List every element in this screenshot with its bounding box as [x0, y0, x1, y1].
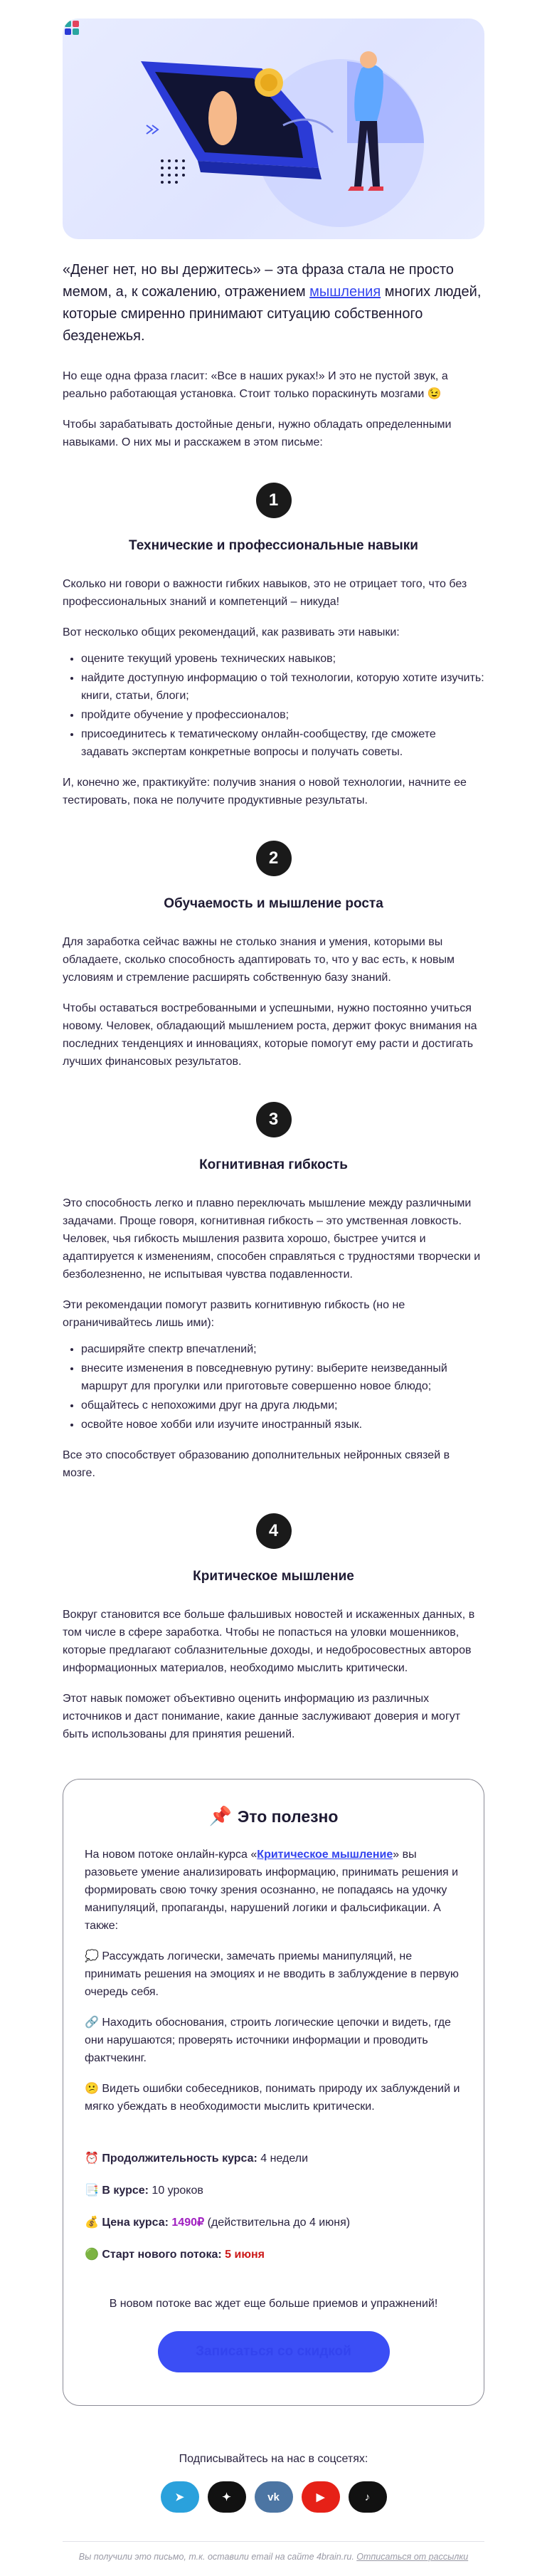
list-item: • найдите доступную информацию о той технологии, которую хотите изучить: книги, статьи, блоги; — [81, 669, 484, 705]
section-paragraph: Вокруг становится все больше фальшивых новостей и искаженных данных, в том числе в сфере заработка. Чтобы не попасться на уловки мошенников, которые предлагают соблазнительные доходы, и недобросовестных авторов информационных материалов, необходимо мыслить критически. — [63, 1609, 475, 1674]
lead-text-end: многих людей, которые смиренно принимают ситуацию собственного безденежья. — [63, 284, 482, 344]
pushpin-icon: 📌 — [208, 1805, 232, 1826]
price-value: 1490₽ — [171, 2217, 205, 2229]
zen-icon[interactable]: ✦ — [208, 2481, 246, 2513]
tips-list — [63, 1340, 484, 1434]
section-4 — [63, 1513, 484, 1743]
alarm-clock-icon: ⏰ — [85, 2152, 99, 2165]
card-intro-text-end: » вы разовьете умение анализировать информацию, принимать решения и формировать свою точку зрения осознанно, не попадаясь на удочку манипуляций, пропаганды, нарушений логики и фальсификации. А также: — [85, 1849, 459, 1932]
lessons-row — [85, 2182, 462, 2199]
section-title: Обучаемость и мышление роста — [164, 896, 383, 911]
bookmark-tabs-icon: 📑 — [85, 2185, 99, 2197]
section-number: 1 — [256, 483, 292, 518]
section-paragraph: Сколько ни говори о важности гибких навыков, это не отрицает того, что без профессиональных знаний и компетенций – никуда! — [63, 578, 467, 608]
list-item: • присоединитесь к тематическому онлайн-сообществу, где сможете задавать экспертам конкретные вопросы и получать советы. — [81, 725, 484, 761]
card-note: В новом потоке вас ждет еще больше приемов и упражнений! — [109, 2298, 438, 2310]
course-link[interactable]: Критическое мышление — [257, 1849, 393, 1861]
card-point: 😕 Видеть ошибки собеседников, понимать природу их заблуждений и мягко убеждать в необходимости мыслить критически. — [85, 2083, 460, 2113]
brand-logo-icon — [63, 19, 81, 37]
thinking-link[interactable]: мышления — [309, 284, 381, 300]
email-body — [0, 19, 547, 2562]
signup-discount-button[interactable]: Записаться со скидкой — [158, 2331, 390, 2372]
section-2 — [63, 841, 484, 1071]
card-title — [85, 1805, 462, 1827]
hero-art — [63, 19, 484, 239]
section-paragraph: Все это способствует образованию дополнительных нейронных связей в мозге. — [63, 1449, 450, 1479]
tips-list — [63, 650, 484, 761]
card-title-text: Это полезно — [237, 1807, 339, 1826]
list-item: • освойте новое хобби или изучите иностранный язык. — [81, 1416, 484, 1434]
start-label: Старт нового потока: — [102, 2249, 222, 2261]
price-label: Цена курса: — [102, 2217, 169, 2229]
youtube-icon[interactable]: ▶ — [302, 2481, 340, 2513]
price-note: (действительна до 4 июня) — [204, 2217, 351, 2229]
section-1 — [63, 483, 484, 809]
section-title: Критическое мышление — [193, 1569, 354, 1584]
section-paragraph: Вот несколько общих рекомендаций, как развивать эти навыки: — [63, 626, 400, 638]
course-facts — [85, 2150, 462, 2264]
section-paragraph: Этот навык поможет объективно оценить информацию из различных источников и даст понимание, какие данные заслуживают доверия и могут быть использованы для принятия решений. — [63, 1693, 461, 1740]
section-paragraph: Эти рекомендации помогут развить когнитивную гибкость (но не ограничивайтесь лишь ими): — [63, 1299, 405, 1329]
price-row — [85, 2214, 462, 2231]
money-bag-icon: 💰 — [85, 2217, 99, 2229]
intro-paragraph-2: Чтобы зарабатывать достойные деньги, нужно обладать определенными навыками. О них мы и расскажем в этом письме: — [63, 419, 452, 448]
footer-divider — [63, 2541, 484, 2542]
intro-paragraph-1: Но еще одна фраза гласит: «Все в наших руках!» И это не пустой звук, а реально работающая установка. Стоит только пораскинуть мозгами 😉 — [63, 370, 448, 400]
list-item: • расширяйте спектр впечатлений; — [81, 1340, 484, 1358]
section-paragraph: Чтобы оставаться востребованными и успешными, нужно постоянно учиться новому. Человек, обладающий мышлением роста, держит фокус внимания на последних тенденциях и инновациях, которые помогут ему расти и достигать лучших финансовых результатов. — [63, 1002, 477, 1068]
list-item: • общайтесь с непохожими друг на друга людьми; — [81, 1397, 484, 1414]
start-value: 5 июня — [225, 2249, 265, 2261]
section-title: Когнитивная гибкость — [199, 1157, 348, 1172]
section-paragraph: И, конечно же, практикуйте: получив знания о новой технологии, начните ее тестировать, пока не получите продуктивные результаты. — [63, 777, 467, 806]
duration-value: 4 недели — [257, 2152, 309, 2165]
duration-label: Продолжительность курса: — [102, 2152, 257, 2165]
list-item: • пройдите обучение у профессионалов; — [81, 706, 484, 724]
tiktok-icon[interactable]: ♪ — [349, 2481, 387, 2513]
lead-paragraph — [63, 259, 484, 347]
follow-text: Подписывайтесь на нас в соцсетях: — [179, 2453, 368, 2465]
vk-icon[interactable]: vk — [255, 2481, 293, 2513]
duration-row — [85, 2150, 462, 2167]
course-promo-card — [63, 1779, 484, 2406]
list-item: • оцените текущий уровень технических навыков; — [81, 650, 484, 668]
card-intro — [85, 1846, 462, 1935]
telegram-icon[interactable]: ➤ — [161, 2481, 199, 2513]
section-paragraph: Это способность легко и плавно переключать мышление между различными задачами. Проще говоря, когнитивная гибкость – это умственная ловкость. Человек, чья гибкость мышления развита хорошо, быстрее учится и адаптируется к изменениям, способен справляться с трудностями творчески и безболезненно, не испытывая чувства подавленности. — [63, 1197, 481, 1281]
lessons-value: 10 уроков — [148, 2185, 203, 2197]
legal-text: Вы получили это письмо, т.к. оставили email на сайте 4brain.ru. — [78, 2552, 354, 2562]
card-intro-text: На новом потоке онлайн-курса « — [85, 1849, 257, 1861]
section-3 — [63, 1102, 484, 1482]
start-row — [85, 2246, 462, 2264]
social-links — [63, 2481, 484, 2513]
card-point: 🔗 Находить обоснования, строить логические цепочки и видеть, где они нарушаются; проверять источники информации и проводить фактчекинг. — [85, 2017, 451, 2064]
section-title: Технические и профессиональные навыки — [129, 538, 418, 553]
card-point: 💭 Рассуждать логически, замечать приемы манипуляций, не принимать решения на эмоциях и не вводить в заблуждение в первую очередь себя. — [85, 1950, 459, 1998]
list-item: • внесите изменения в повседневную рутину: выберите неизведанный маршрут для прогулки или приготовьте совершенно новое блюдо; — [81, 1360, 484, 1395]
lessons-label: В курсе: — [102, 2185, 149, 2197]
section-number: 4 — [256, 1513, 292, 1549]
section-paragraph: Для заработка сейчас важны не столько знания и умения, которыми вы обладаете, сколько способность адаптировать то, что у вас есть, к новым условиям и стремление расширять собственную базу знаний. — [63, 936, 455, 984]
hero-illustration — [63, 19, 484, 239]
green-circle-icon: 🟢 — [85, 2249, 99, 2261]
section-number: 2 — [256, 841, 292, 876]
lead-text: «Денег нет, но вы держитесь» – эта фраза стала не просто мемом, а, к сожалению, отражением — [63, 262, 454, 300]
section-number: 3 — [256, 1102, 292, 1137]
footer-legal — [63, 2552, 484, 2562]
unsubscribe-link[interactable]: Отписаться от рассылки — [356, 2552, 469, 2562]
